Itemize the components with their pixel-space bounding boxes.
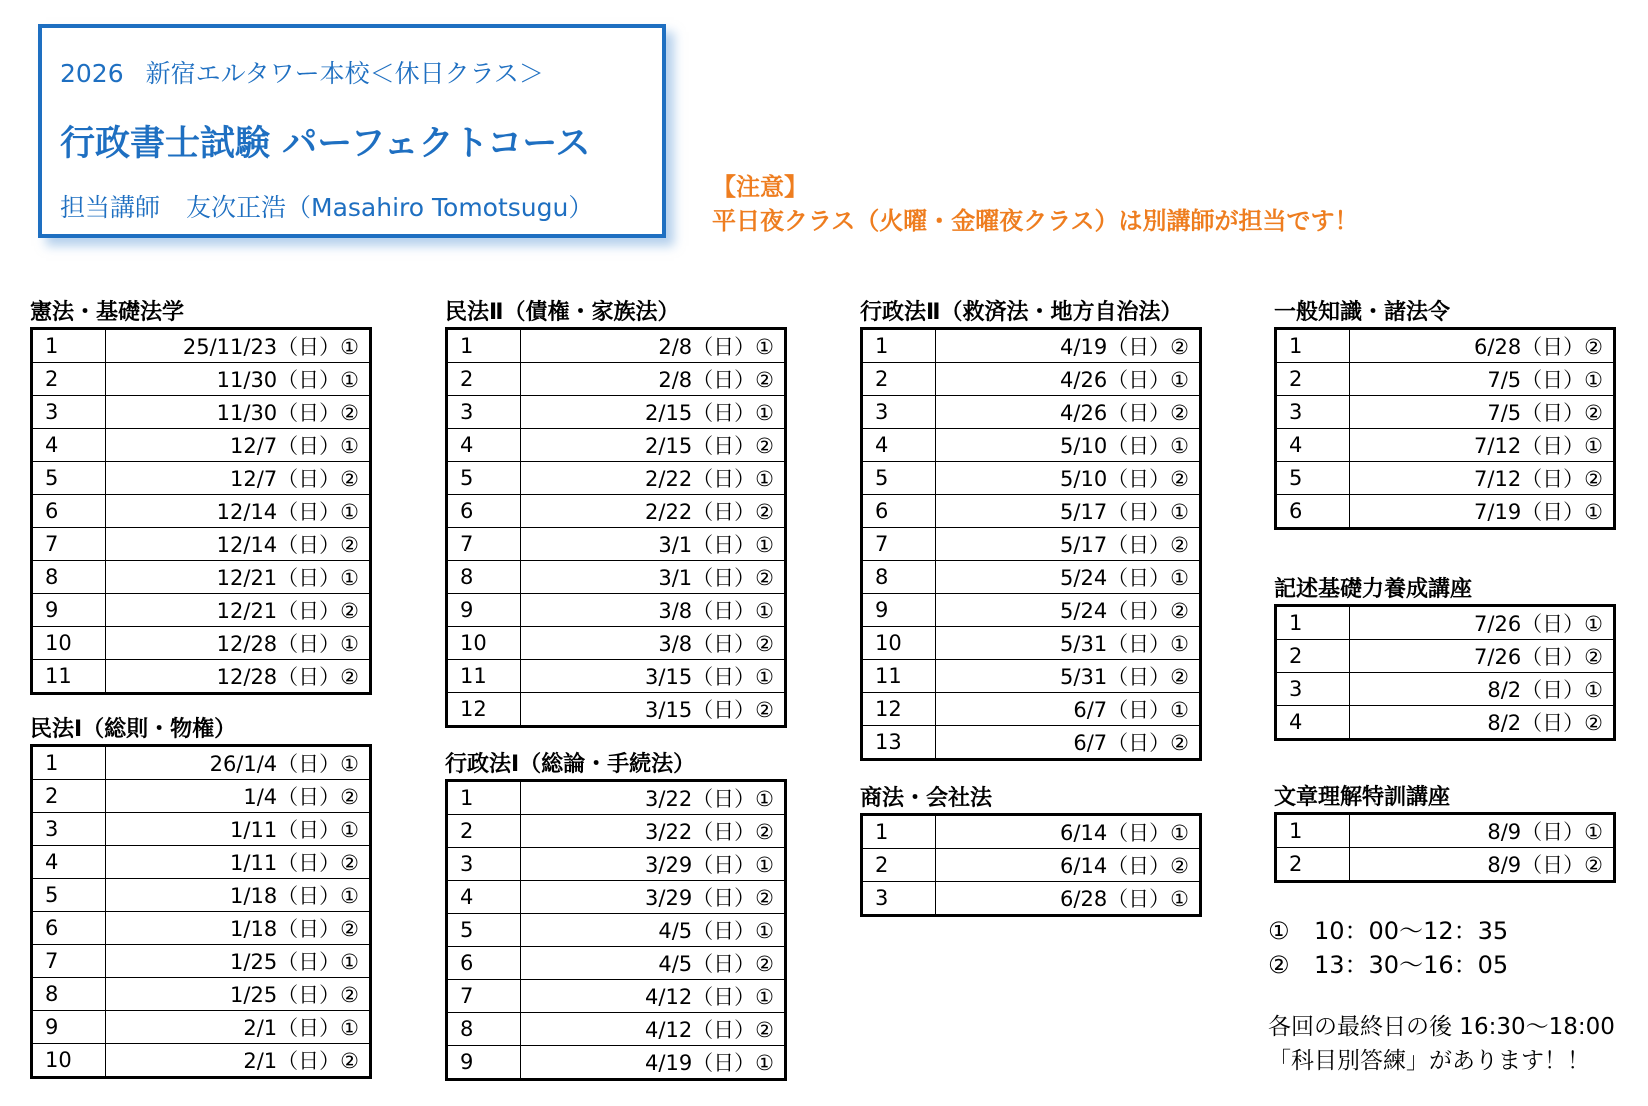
session-date: 3/8（日）① — [521, 594, 786, 627]
time-legend — [1268, 914, 1508, 982]
session-date: 12/28（日）① — [106, 627, 371, 660]
table-row — [862, 726, 1201, 760]
table-row — [862, 396, 1201, 429]
session-date: 8/9（日）② — [1350, 848, 1615, 882]
session-date: 7/19（日）① — [1350, 495, 1615, 529]
session-date: 5/31（日）② — [936, 660, 1201, 693]
legend-mark: ② — [1268, 951, 1290, 979]
table-row — [32, 945, 371, 978]
session-date: 26/1/4（日）① — [106, 746, 371, 780]
session-date: 5/24（日）① — [936, 561, 1201, 594]
session-date: 6/7（日）② — [936, 726, 1201, 760]
table-row — [447, 947, 786, 980]
table-row — [862, 561, 1201, 594]
session-date: 5/17（日）① — [936, 495, 1201, 528]
session-number: 5 — [447, 462, 521, 495]
session-number: 2 — [1276, 363, 1350, 396]
session-date: 4/12（日）② — [521, 1013, 786, 1046]
session-date: 4/19（日）② — [936, 329, 1201, 363]
session-date: 4/26（日）② — [936, 396, 1201, 429]
session-date: 5/17（日）② — [936, 528, 1201, 561]
session-number: 2 — [32, 780, 106, 813]
table-row — [32, 594, 371, 627]
schedule-table-kijutsu — [1274, 604, 1616, 741]
session-date: 2/15（日）② — [521, 429, 786, 462]
session-number: 3 — [447, 396, 521, 429]
table-row — [1276, 640, 1615, 673]
session-number: 6 — [32, 495, 106, 528]
table-row — [32, 627, 371, 660]
section-title-minpo2: 民法Ⅱ（債権・家族法） — [445, 300, 680, 325]
session-number: 7 — [862, 528, 936, 561]
schedule-table-gyosei2 — [860, 327, 1202, 761]
table-row — [32, 813, 371, 846]
legend-row — [1268, 948, 1508, 982]
session-date: 5/10（日）① — [936, 429, 1201, 462]
table-row — [1276, 706, 1615, 740]
table-row — [32, 396, 371, 429]
session-number: 3 — [32, 813, 106, 846]
session-number: 4 — [447, 881, 521, 914]
session-number: 9 — [862, 594, 936, 627]
session-date: 4/5（日）② — [521, 947, 786, 980]
table-row — [447, 660, 786, 693]
session-date: 1/25（日）① — [106, 945, 371, 978]
session-number: 11 — [447, 660, 521, 693]
table-row — [447, 396, 786, 429]
session-number: 1 — [447, 781, 521, 815]
session-date: 7/26（日）② — [1350, 640, 1615, 673]
session-date: 3/15（日）② — [521, 693, 786, 727]
session-date: 3/29（日）② — [521, 881, 786, 914]
footnote-line: 各回の最終日の後 16:30〜18:00 — [1268, 1014, 1615, 1040]
session-number: 12 — [862, 693, 936, 726]
instructor-line — [60, 188, 593, 224]
session-number: 2 — [1276, 848, 1350, 882]
session-number: 1 — [862, 329, 936, 363]
schedule-table-gyosei1 — [445, 779, 787, 1081]
table-row — [862, 882, 1201, 916]
session-number: 4 — [1276, 706, 1350, 740]
table-row — [862, 462, 1201, 495]
table-row — [32, 495, 371, 528]
session-number: 3 — [32, 396, 106, 429]
session-number: 1 — [1276, 814, 1350, 848]
session-date: 2/8（日）② — [521, 363, 786, 396]
session-number: 9 — [32, 1011, 106, 1044]
session-date: 6/7（日）① — [936, 693, 1201, 726]
session-date: 2/1（日）① — [106, 1011, 371, 1044]
session-date: 5/31（日）① — [936, 627, 1201, 660]
table-row — [447, 528, 786, 561]
legend-row — [1268, 914, 1508, 948]
table-row — [1276, 495, 1615, 529]
session-number: 5 — [32, 879, 106, 912]
table-row — [447, 781, 786, 815]
footnote — [1268, 1010, 1615, 1078]
table-row — [32, 462, 371, 495]
session-number: 12 — [447, 693, 521, 727]
session-number: 2 — [447, 363, 521, 396]
session-number: 9 — [447, 594, 521, 627]
notice-block — [712, 170, 1359, 238]
course-header-box — [38, 24, 666, 238]
session-date: 3/1（日）① — [521, 528, 786, 561]
table-row — [32, 746, 371, 780]
table-row — [32, 780, 371, 813]
table-row — [447, 495, 786, 528]
session-date: 7/5（日）① — [1350, 363, 1615, 396]
session-number: 3 — [862, 396, 936, 429]
session-number: 2 — [862, 363, 936, 396]
session-number: 4 — [32, 429, 106, 462]
table-row — [447, 363, 786, 396]
session-number: 10 — [32, 1044, 106, 1078]
session-date: 6/14（日）① — [936, 815, 1201, 849]
session-number: 6 — [447, 495, 521, 528]
session-date: 5/10（日）② — [936, 462, 1201, 495]
session-date: 1/11（日）② — [106, 846, 371, 879]
session-date: 3/1（日）② — [521, 561, 786, 594]
session-number: 2 — [1276, 640, 1350, 673]
schedule-table-bunsho — [1274, 812, 1616, 883]
session-number: 3 — [447, 848, 521, 881]
year-label: 2026 — [60, 59, 124, 88]
session-number: 7 — [447, 528, 521, 561]
session-date: 1/25（日）② — [106, 978, 371, 1011]
session-date: 11/30（日）① — [106, 363, 371, 396]
session-date: 11/30（日）② — [106, 396, 371, 429]
session-date: 7/12（日）② — [1350, 462, 1615, 495]
session-number: 5 — [862, 462, 936, 495]
schedule-table-minpo1 — [30, 744, 372, 1079]
table-row — [447, 815, 786, 848]
session-date: 12/14（日）① — [106, 495, 371, 528]
instructor-name: 友次正浩（Masahiro Tomotsugu） — [186, 193, 594, 222]
section-title-kijutsu: 記述基礎力養成講座 — [1274, 577, 1473, 602]
campus-line — [60, 54, 544, 90]
table-row — [447, 693, 786, 727]
session-number: 10 — [32, 627, 106, 660]
session-date: 7/26（日）① — [1350, 606, 1615, 640]
table-row — [1276, 673, 1615, 706]
table-row — [1276, 329, 1615, 363]
notice-text: 平日夜クラス（火曜・金曜夜クラス）は別講師が担当です！ — [712, 207, 1359, 235]
session-date: 12/28（日）② — [106, 660, 371, 694]
footnote-line: 「科目別答練」があります！！ — [1268, 1048, 1590, 1074]
table-row — [32, 1011, 371, 1044]
table-row — [1276, 606, 1615, 640]
session-number: 1 — [32, 746, 106, 780]
session-number: 2 — [862, 849, 936, 882]
session-number: 7 — [32, 528, 106, 561]
session-number: 9 — [447, 1046, 521, 1080]
session-date: 1/11（日）① — [106, 813, 371, 846]
course-title: 行政書士試験 パーフェクトコース — [60, 124, 591, 164]
table-row — [447, 627, 786, 660]
session-date: 1/18（日）① — [106, 879, 371, 912]
session-date: 2/22（日）① — [521, 462, 786, 495]
session-number: 1 — [862, 815, 936, 849]
table-row — [862, 429, 1201, 462]
session-number: 4 — [32, 846, 106, 879]
session-date: 3/15（日）① — [521, 660, 786, 693]
session-number: 8 — [447, 1013, 521, 1046]
table-row — [32, 1044, 371, 1078]
session-number: 4 — [862, 429, 936, 462]
campus-label: 新宿エルタワー本校＜休日クラス＞ — [145, 59, 544, 88]
section-title-gyosei1: 行政法Ⅰ（総論・手続法） — [445, 752, 696, 777]
table-row — [32, 429, 371, 462]
table-row — [862, 495, 1201, 528]
table-row — [1276, 462, 1615, 495]
table-row — [862, 329, 1201, 363]
table-row — [32, 846, 371, 879]
table-row — [1276, 363, 1615, 396]
session-date: 6/28（日）② — [1350, 329, 1615, 363]
notice-title: 【注意】 — [712, 173, 808, 201]
table-row — [32, 561, 371, 594]
session-number: 1 — [32, 329, 106, 363]
session-number: 11 — [862, 660, 936, 693]
table-row — [32, 363, 371, 396]
session-number: 8 — [447, 561, 521, 594]
session-number: 11 — [32, 660, 106, 694]
section-title-minpo1: 民法Ⅰ（総則・物権） — [30, 717, 237, 742]
table-row — [32, 978, 371, 1011]
session-number: 8 — [32, 978, 106, 1011]
table-row — [447, 980, 786, 1013]
table-row — [32, 879, 371, 912]
table-row — [447, 329, 786, 363]
section-title-shoho: 商法・会社法 — [860, 786, 993, 811]
schedule-table-minpo2 — [445, 327, 787, 728]
table-row — [862, 660, 1201, 693]
table-row — [447, 848, 786, 881]
session-number: 5 — [32, 462, 106, 495]
session-date: 7/5（日）② — [1350, 396, 1615, 429]
session-date: 2/1（日）② — [106, 1044, 371, 1078]
table-row — [1276, 396, 1615, 429]
table-row — [862, 815, 1201, 849]
table-row — [447, 462, 786, 495]
session-date: 4/26（日）① — [936, 363, 1201, 396]
table-row — [447, 594, 786, 627]
session-date: 25/11/23（日）① — [106, 329, 371, 363]
session-number: 1 — [1276, 606, 1350, 640]
session-number: 2 — [32, 363, 106, 396]
session-date: 5/24（日）② — [936, 594, 1201, 627]
session-date: 2/8（日）① — [521, 329, 786, 363]
table-row — [32, 912, 371, 945]
session-number: 2 — [447, 815, 521, 848]
table-row — [447, 429, 786, 462]
session-date: 12/21（日）① — [106, 561, 371, 594]
schedule-table-shoho — [860, 813, 1202, 917]
session-date: 12/21（日）② — [106, 594, 371, 627]
section-title-kenpo: 憲法・基礎法学 — [30, 300, 185, 325]
session-date: 6/28（日）① — [936, 882, 1201, 916]
schedule-table-kenpo — [30, 327, 372, 695]
session-number: 1 — [447, 329, 521, 363]
session-date: 12/7（日）① — [106, 429, 371, 462]
session-number: 8 — [32, 561, 106, 594]
session-number: 5 — [447, 914, 521, 947]
table-row — [1276, 429, 1615, 462]
table-row — [447, 881, 786, 914]
session-number: 9 — [32, 594, 106, 627]
section-title-gyosei2: 行政法Ⅱ（救済法・地方自治法） — [860, 300, 1183, 325]
session-number: 3 — [1276, 673, 1350, 706]
table-row — [32, 660, 371, 694]
table-row — [862, 594, 1201, 627]
session-date: 4/5（日）① — [521, 914, 786, 947]
table-row — [862, 363, 1201, 396]
session-number: 7 — [447, 980, 521, 1013]
session-date: 1/18（日）② — [106, 912, 371, 945]
table-row — [862, 627, 1201, 660]
table-row — [447, 914, 786, 947]
session-number: 6 — [1276, 495, 1350, 529]
session-number: 1 — [1276, 329, 1350, 363]
table-row — [32, 329, 371, 363]
session-date: 8/2（日）① — [1350, 673, 1615, 706]
table-row — [862, 849, 1201, 882]
session-date: 7/12（日）① — [1350, 429, 1615, 462]
session-date: 8/2（日）② — [1350, 706, 1615, 740]
session-date: 1/4（日）② — [106, 780, 371, 813]
section-title-ippan: 一般知識・諸法令 — [1274, 300, 1451, 325]
table-row — [1276, 848, 1615, 882]
session-date: 6/14（日）② — [936, 849, 1201, 882]
session-date: 12/14（日）② — [106, 528, 371, 561]
session-number: 4 — [1276, 429, 1350, 462]
session-number: 3 — [862, 882, 936, 916]
legend-time: 10：00〜12：35 — [1314, 917, 1509, 945]
session-number: 7 — [32, 945, 106, 978]
session-number: 10 — [862, 627, 936, 660]
session-number: 13 — [862, 726, 936, 760]
session-number: 6 — [862, 495, 936, 528]
session-date: 3/8（日）② — [521, 627, 786, 660]
session-date: 3/22（日）① — [521, 781, 786, 815]
session-date: 2/22（日）② — [521, 495, 786, 528]
table-row — [447, 1046, 786, 1080]
table-row — [447, 561, 786, 594]
session-date: 2/15（日）① — [521, 396, 786, 429]
session-number: 6 — [447, 947, 521, 980]
legend-time: 13：30〜16：05 — [1314, 951, 1509, 979]
table-row — [1276, 814, 1615, 848]
session-number: 3 — [1276, 396, 1350, 429]
session-date: 4/12（日）① — [521, 980, 786, 1013]
table-row — [862, 693, 1201, 726]
session-date: 8/9（日）① — [1350, 814, 1615, 848]
session-date: 12/7（日）② — [106, 462, 371, 495]
table-row — [32, 528, 371, 561]
session-number: 4 — [447, 429, 521, 462]
section-title-bunsho: 文章理解特訓講座 — [1274, 785, 1451, 810]
legend-mark: ① — [1268, 917, 1290, 945]
session-date: 3/29（日）① — [521, 848, 786, 881]
schedule-table-ippan — [1274, 327, 1616, 530]
table-row — [862, 528, 1201, 561]
session-number: 10 — [447, 627, 521, 660]
table-row — [447, 1013, 786, 1046]
session-date: 3/22（日）② — [521, 815, 786, 848]
instructor-caption: 担当講師 — [60, 193, 161, 222]
session-number: 6 — [32, 912, 106, 945]
session-number: 8 — [862, 561, 936, 594]
session-date: 4/19（日）① — [521, 1046, 786, 1080]
session-number: 5 — [1276, 462, 1350, 495]
